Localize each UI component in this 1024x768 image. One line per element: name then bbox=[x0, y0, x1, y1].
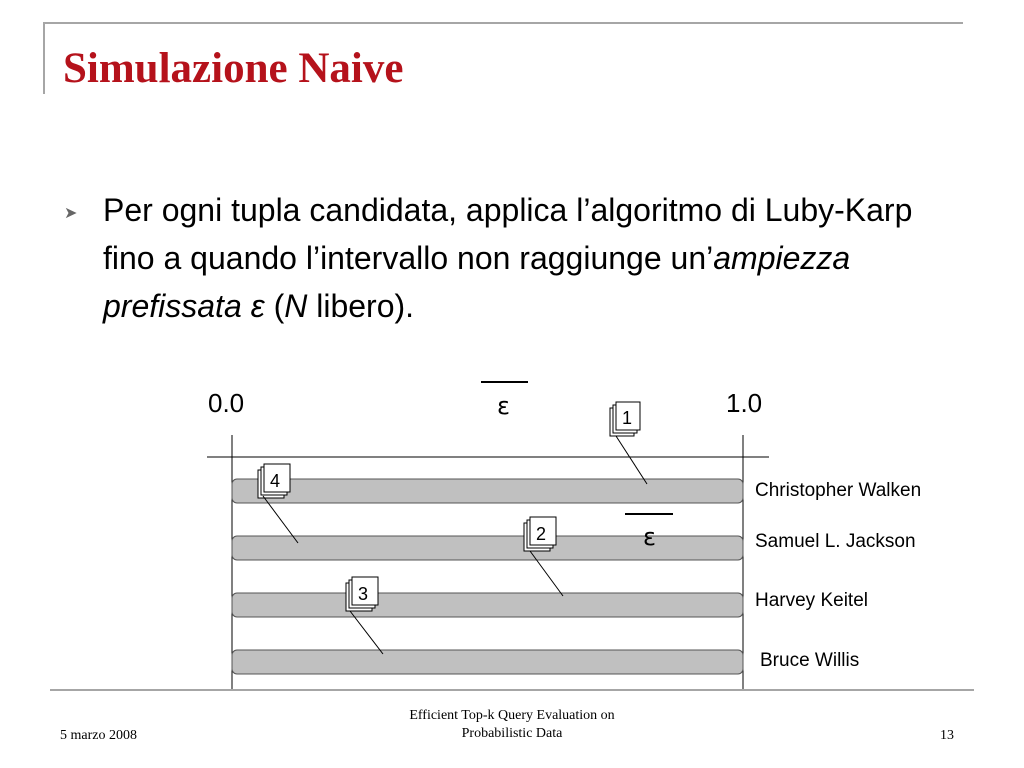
badge-1-leader bbox=[616, 436, 647, 484]
footer-divider bbox=[50, 689, 974, 691]
badge-3-label: 3 bbox=[358, 584, 369, 604]
footer-title-line1: Efficient Top-k Query Evaluation on bbox=[409, 708, 615, 723]
slide-title: Simulazione Naive bbox=[63, 45, 404, 92]
row-label-harvey-keitel: Harvey Keitel bbox=[755, 590, 868, 611]
interval-bar-christopher-walken bbox=[232, 479, 743, 503]
badge-1 bbox=[610, 402, 640, 436]
interval-bar-bruce-willis bbox=[232, 650, 743, 674]
footer-title bbox=[362, 707, 662, 743]
epsilon-inner-label: ε bbox=[643, 523, 656, 551]
badge-2-label: 2 bbox=[536, 524, 547, 544]
bullet-arrow-icon: ➤ bbox=[64, 205, 78, 222]
bullet-text-start: Per ogni tupla candidata, applica l’algoritmo di Luby-Karp fino a quando l’intervallo non raggiunge un’ bbox=[103, 192, 913, 276]
footer-page-number: 13 bbox=[940, 728, 954, 743]
bullet-italic-phrase: ampiezza prefissata ε bbox=[103, 240, 851, 324]
badge-4-label: 4 bbox=[270, 471, 281, 491]
scale-end-label: 1.0 bbox=[726, 388, 763, 418]
interval-bar-samuel-l-jackson bbox=[232, 536, 743, 560]
badge-1-label: 1 bbox=[622, 408, 633, 428]
row-label-christopher-walken: Christopher Walken bbox=[755, 480, 922, 501]
interval-bar-harvey-keitel bbox=[232, 593, 743, 617]
footer-title-line2: Probabilistic Data bbox=[461, 726, 563, 741]
footer-date: 5 marzo 2008 bbox=[60, 728, 137, 743]
row-label-samuel-l-jackson: Samuel L. Jackson bbox=[755, 531, 916, 552]
bullet-text-mid: ( bbox=[264, 288, 285, 324]
scale-start-label: 0.0 bbox=[208, 388, 245, 418]
badge-4 bbox=[258, 464, 290, 498]
bullet-text-end: libero). bbox=[307, 288, 415, 324]
epsilon-top-label: ε bbox=[497, 392, 510, 420]
badge-3 bbox=[346, 577, 378, 611]
badge-2 bbox=[524, 517, 556, 551]
row-label-bruce-willis: Bruce Willis bbox=[760, 650, 860, 671]
bullet-italic-n: N bbox=[284, 288, 308, 324]
